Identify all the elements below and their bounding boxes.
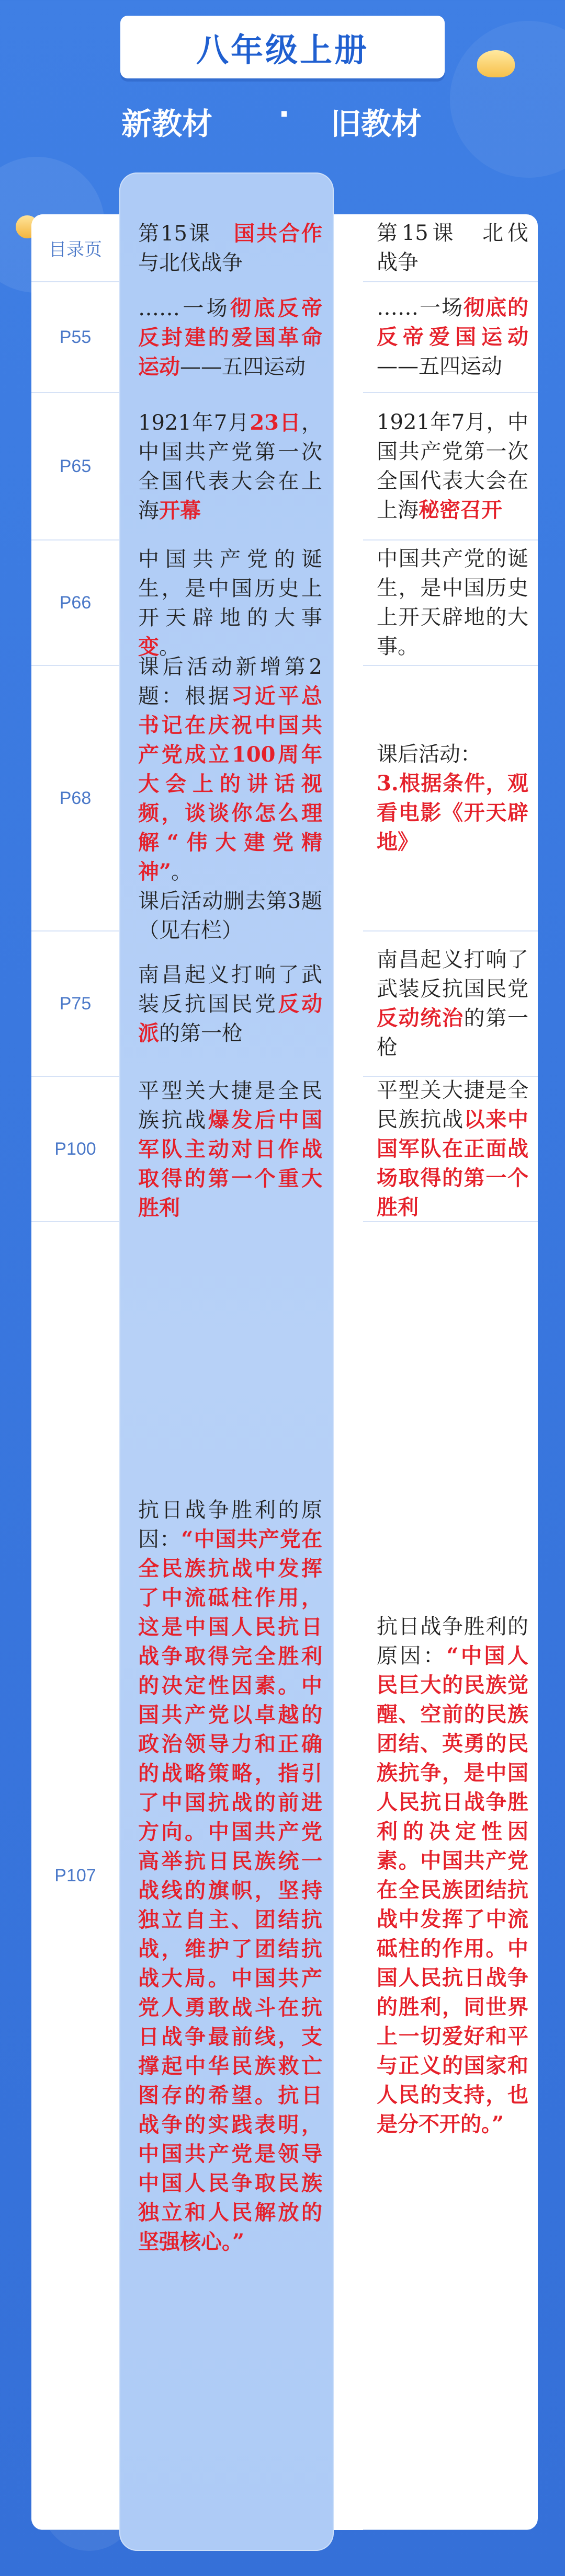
plain-text: 南昌起义打响了武装反抗国民党 bbox=[377, 948, 528, 1001]
old-text-row-0 bbox=[377, 218, 528, 277]
new-text-row-0 bbox=[138, 219, 322, 278]
new-textbook-cell bbox=[119, 932, 334, 1077]
title-banner bbox=[120, 16, 445, 78]
new-textbook-cell bbox=[119, 282, 334, 393]
changed-text: 习近平总书记在庆祝中国共产党成立100周年大会上的讲话视频，谈谈你怎么理解“伟大建党精神” bbox=[138, 684, 323, 884]
plain-text: 。 bbox=[171, 860, 193, 884]
old-textbook-cell bbox=[363, 282, 538, 393]
new-text-row-4 bbox=[138, 652, 322, 945]
old-text-row-3 bbox=[377, 544, 528, 661]
plain-text: ——五四运动 bbox=[377, 354, 502, 378]
decorative-yellow-dot bbox=[477, 50, 515, 77]
changed-text: 爆发后中国军队主动对日作战取得的第一个重大胜利 bbox=[138, 1108, 323, 1220]
old-textbook-header: 旧教材 bbox=[331, 106, 422, 142]
plain-text: 1921年7月 bbox=[138, 411, 250, 435]
plain-text: 平型关大捷是全民族抗战 bbox=[377, 1078, 528, 1132]
old-textbook-cell bbox=[363, 540, 538, 666]
page-label: P68 bbox=[31, 666, 119, 932]
plain-text: 中国共产党的诞生，是中国历史上开天辟地的大事 bbox=[138, 547, 322, 630]
new-textbook-cell bbox=[119, 214, 334, 282]
changed-text: 彻底的反帝爱国运动 bbox=[377, 295, 528, 349]
changed-text: “中国共产党在全民族抗战中发挥了中流砥柱作用，这是中国人民抗日战争取得完全胜利的决定性因素。中国共产党以卓越的政治领导力和正确的战略策略，指引了中国抗战的前进方向。中国共产党高举抗日民族统一战线的旗帜，坚持独立自主、团结抗战，维护了团结抗战大局。中国共产党人勇敢战斗在抗日战争最前线，支撑起中华民族救亡图存的希望。抗日战争的实践表明，中国共产党是领导中国人民争取民族独立和人民解放的坚强核心。” bbox=[138, 1527, 322, 2254]
plain-text: 课后活动新增第2题：根据 bbox=[138, 655, 322, 708]
new-textbook-cell bbox=[119, 540, 334, 666]
old-text-row-7 bbox=[377, 1612, 528, 2139]
changed-text: “中国人民巨大的民族觉醒、空前的民族团结、英勇的民族抗争，是中国人民抗日战争胜利的决定性因素。中国共产党在全民族团结抗战中发挥了中流砥柱的作用。中国人民抗日战争的胜利，同世界上一切爱好和平与正义的国家和人民的支持，也是分不开的。” bbox=[377, 1643, 528, 2136]
plain-text: 课后活动： bbox=[377, 742, 481, 766]
page-label: P100 bbox=[31, 1077, 119, 1222]
plain-text: 。 bbox=[159, 635, 180, 659]
plain-text: 的第一枪 bbox=[377, 1006, 529, 1060]
new-textbook-cell bbox=[119, 393, 334, 540]
changed-text: 彻底反帝反封建的爱国革命运动 bbox=[138, 296, 322, 379]
plain-text: 平型关大捷是全民族抗战 bbox=[138, 1079, 322, 1132]
changed-text: 以来中国军队在正面战场取得的第一个胜利 bbox=[377, 1107, 529, 1220]
changed-text: 反动派 bbox=[138, 992, 323, 1045]
new-textbook-cell bbox=[119, 1222, 334, 2530]
plain-text: 抗日战争胜利的原因： bbox=[377, 1615, 528, 1668]
plain-text: 抗日战争胜利的原因： bbox=[138, 1498, 322, 1551]
changed-text: 3.根据条件，观看电影《开天辟地》 bbox=[377, 771, 528, 854]
plain-text: ，中国共产党第一次全国代表大会在上海 bbox=[138, 411, 323, 523]
new-text-row-1 bbox=[138, 294, 322, 382]
plain-text: ……一场 bbox=[377, 296, 464, 320]
changed-text: 23日 bbox=[250, 410, 302, 435]
changed-text: 反动统治 bbox=[377, 1006, 464, 1030]
new-text-row-7 bbox=[138, 1496, 322, 2257]
new-text-row-6 bbox=[138, 1076, 322, 1223]
old-textbook-cell bbox=[363, 214, 538, 282]
new-textbook-header: 新教材 bbox=[121, 106, 213, 142]
page-label: P55 bbox=[31, 282, 119, 393]
old-textbook-cell bbox=[363, 932, 538, 1077]
new-text-row-2 bbox=[138, 408, 322, 525]
plain-text: 第15课 bbox=[138, 222, 234, 246]
page-label: P107 bbox=[31, 1222, 119, 2530]
plain-text: ——五四运动 bbox=[180, 355, 306, 379]
old-text-row-5 bbox=[377, 945, 528, 1062]
plain-text: 与北伐战争 bbox=[138, 251, 243, 275]
new-textbook-cell bbox=[119, 655, 334, 942]
new-text-row-3 bbox=[138, 545, 322, 662]
page-label: P75 bbox=[31, 932, 119, 1077]
plain-text: 第15课 北伐战争 bbox=[377, 221, 528, 274]
old-textbook-cell bbox=[363, 1222, 538, 2530]
old-text-row-6 bbox=[377, 1076, 528, 1222]
page-label: 目录页 bbox=[31, 214, 119, 282]
changed-text: 国共合作 bbox=[233, 221, 322, 246]
new-text-row-5 bbox=[138, 960, 322, 1048]
changed-text: 秘密召开 bbox=[419, 498, 502, 522]
header-separator: · bbox=[278, 96, 290, 132]
column-headers bbox=[0, 96, 565, 142]
changed-text: 开幕 bbox=[159, 498, 201, 523]
plain-text: 南昌起义打响了武装反抗国民党 bbox=[138, 963, 322, 1016]
old-text-row-1 bbox=[377, 293, 528, 381]
old-textbook-cell bbox=[363, 393, 538, 540]
new-textbook-cell bbox=[119, 1077, 334, 1222]
old-text-row-4 bbox=[377, 740, 528, 857]
plain-text: ……一场 bbox=[138, 296, 230, 320]
page-title: 八年级上册 bbox=[196, 30, 369, 69]
changed-text: 变 bbox=[138, 635, 159, 659]
plain-text: 课后活动删去第3题（见右栏） bbox=[138, 889, 322, 942]
old-textbook-cell bbox=[363, 666, 538, 932]
page-label: P66 bbox=[31, 540, 119, 666]
plain-text: 1921年7月，中国共产党第一次全国代表大会在上海 bbox=[377, 410, 528, 522]
old-textbook-cell bbox=[363, 1077, 538, 1222]
old-text-row-2 bbox=[377, 408, 528, 525]
page-label: P65 bbox=[31, 393, 119, 540]
plain-text: 中国共产党的诞生，是中国历史上开天辟地的大事。 bbox=[377, 547, 528, 659]
plain-text: 的第一枪 bbox=[159, 1021, 243, 1045]
